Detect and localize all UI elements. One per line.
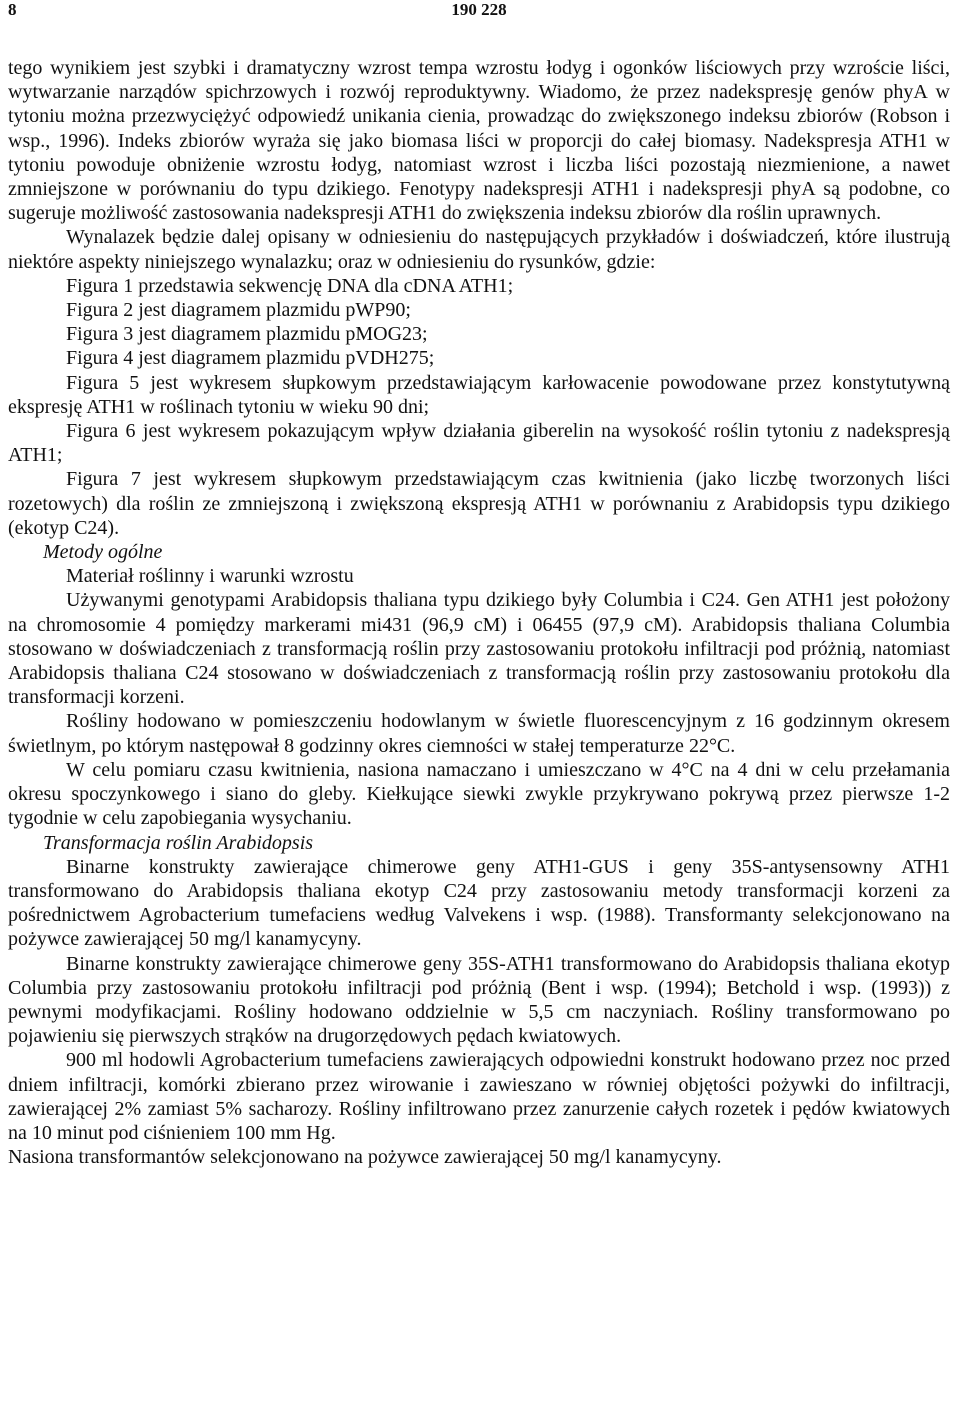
subsection-heading-material: Materiał roślinny i warunki wzrostu (66, 565, 354, 588)
paragraph-selection: Nasiona transformantów selekcjonowano na pożywce zawierającej 50 mg/l kanamycyny. (8, 1146, 722, 1169)
figure-1-description: Figura 1 przedstawia sekwencję DNA dla cDNA ATH1; (66, 274, 514, 297)
figure-5-description: Figura 5 jest wykresem słupkowym przedstawiającym karłowacenie powodowane przez konstytutywną ekspresję ATH1 w roślinach tytoniu w wieku 90 dni; (8, 371, 950, 418)
paragraph-agrobacterium-culture: 900 ml hodowli Agrobacterium tumefaciens zawierających odpowiedni konstrukt hodowano przez noc przed dniem infiltracji, komórki zbierano przez wirowanie i zawieszano w równiej objętości pożywki do infiltracji, zawierającej 2% zamiast 5% sacharozy. Rośliny infiltrowano przez zanurzenie całych rozetek i pędów kwiatowych na 10 minut pod ciśnieniem 100 mm Hg. (8, 1049, 950, 1144)
paragraph-root-transformation: Binarne konstrukty zawierające chimerowe geny ATH1-GUS i geny 35S-antysensowny ATH1 transformowano do Arabidopsis thaliana ekotyp C24 przy zastosowaniu metody transformacji korzeni za pośrednictwem Agrobacterium tumefaciens według Valvekens i wsp. (1988). Transformanty selekcjonowano na pożywce zawierającej 50 mg/l kanamycyny. (8, 855, 950, 951)
page-number: 8 (8, 0, 17, 19)
paragraph-continuation: tego wynikiem jest szybki i dramatyczny wzrost tempa wzrostu łodyg i ogonków liściowych przy wzroście liści, wytwarzanie narządów spichrzowych i rozwój reproduktywny. Wiadomo, że przez nadekspresję genów phyA w tytoniu można przezwyciężyć odpowiedź unikania cienia, prowadząc do zwiększonego indeksu zbiorów (Robson i wsp., 1996). Indeks zbiorów wyraża się jako biomasa liści w proporcji do całej biomasy. Nadekspresja ATH1 w tytoniu powoduje obniżenie wzrostu łodyg, natomiast wzrost i liczba liści pozostają niezmienione, a nawet zmniejszone w porównaniu do typu dzikiego. Fenotypy nadekspresji ATH1 i nadekspresji phyA są podobne, co sugeruje możliwość zastosowania nadekspresji ATH1 do zwiększenia indeksu zbiorów dla roślin uprawnych. (8, 57, 950, 225)
paragraph-growth-conditions: Rośliny hodowano w pomieszczeniu hodowlanym w świetle fluorescencyjnym z 16 godzinnym okresem świetlnym, po którym następował 8 godzinny okres ciemności w stałej temperaturze 22°C. (8, 710, 950, 757)
page-header (8, 0, 950, 28)
paragraph-genotypes: Używanymi genotypami Arabidopsis thaliana typu dzikiego były Columbia i C24. Gen ATH1 jest położony na chromosomie 4 pomiędzy markerami mi431 (96,9 cM) i 06455 (97,9 cM). Arabidopsis thaliana Columbia stosowano w doświadczeniach z transformacją roślin przy zastosowaniu protokołu infiltracji pod próżnią, natomiast Arabidopsis thaliana C24 stosowano w doświadczeniach z transformacją roślin przy zastosowaniu protokołu dla transformacji korzeni. (8, 589, 950, 709)
figure-6-description: Figura 6 jest wykresem pokazującym wpływ działania giberelin na wysokość roślin tytoniu z nadekspresją ATH1; (8, 420, 950, 467)
paragraph-vacuum-infiltration: Binarne konstrukty zawierające chimerowe geny 35S-ATH1 transformowano do Arabidopsis thaliana ekotyp Columbia przy zastosowaniu protokołu infiltracji pod próżnią (Bent i wsp. (1994); Betchold i wsp. (1993)) z pewnymi modyfikacjami. Rośliny hodowano oddzielnie w 5,5 cm naczyniach. Rośliny transformowano po pojawieniu się pierwszych strąków na drugorzędowych pędach kwiatowych. (8, 952, 950, 1048)
paragraph-flowering-time: W celu pomiaru czasu kwitnienia, nasiona namaczano i umieszczano w 4°C na 4 dni w celu przełamania okresu spoczynkowego i siano do gleby. Kiełkujące siewki zwykle przykrywano pokrywą przez pierwsze 1-2 tygodnie w celu zapobiegania wysychaniu. (8, 758, 950, 830)
figure-2-description: Figura 2 jest diagramem plazmidu pWP90; (66, 299, 411, 322)
figure-3-description: Figura 3 jest diagramem plazmidu pMOG23; (66, 323, 428, 346)
section-heading-methods: Metody ogólne (43, 541, 163, 564)
paragraph-intro-figures: Wynalazek będzie dalej opisany w odniesieniu do następujących przykładów i doświadczeń, które ilustrują niektóre aspekty niniejszego wynalazku; oraz w odniesieniu do rysunków, gdzie: (8, 226, 950, 273)
document-number: 190 228 (451, 0, 507, 19)
section-heading-transformation: Transformacja roślin Arabidopsis (43, 831, 314, 854)
figure-4-description: Figura 4 jest diagramem plazmidu pVDH275; (66, 347, 435, 370)
document-body (8, 56, 950, 1169)
figure-7-description: Figura 7 jest wykresem słupkowym przedstawiającym czas kwitnienia (jako liczbę tworzonych liści rozetowych) dla roślin ze zmniejszoną i zwiększoną ekspresją ATH1 w porównaniu z Arabidopsis typu dzikiego (ekotyp C24). (8, 468, 950, 539)
